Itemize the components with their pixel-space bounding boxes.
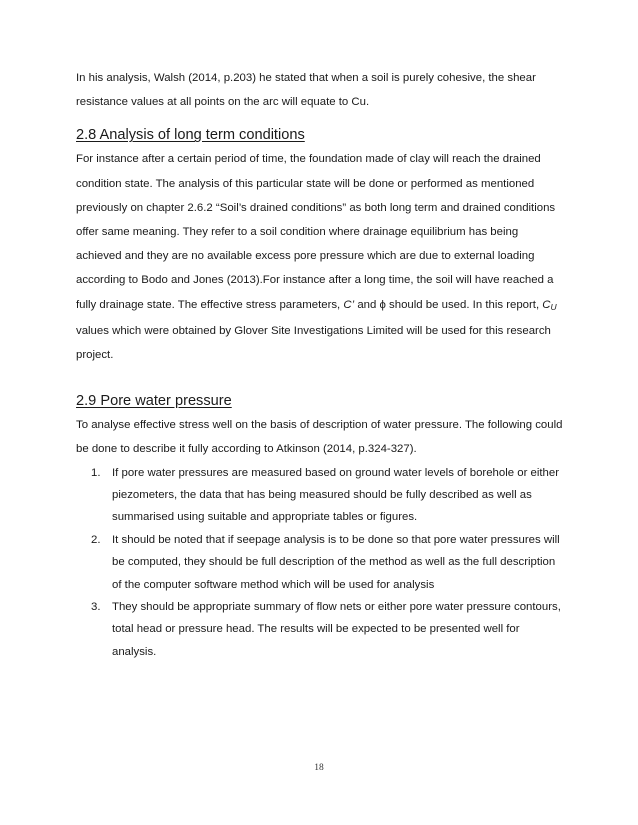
- section-2-9-heading: 2.9 Pore water pressure: [76, 393, 232, 410]
- page-number: 18: [314, 763, 324, 773]
- section-2-8-and-word: and: [354, 298, 380, 311]
- list-item: [76, 529, 566, 596]
- list-item: [76, 462, 566, 529]
- list-item-number: 1.: [91, 466, 101, 479]
- section-2-8-text-part1: For instance after a certain period of time, the foundation made of clay will reach the drained condition state. The analysis of this particular state will be done or performed as mentioned previously on chapter 2.6.2 “Soil’s drained conditions” as both long term and drained conditions offer same meaning. They refer to a soil condition where drainage equilibrium has being achieved and they are no available excess pore pressure which are due to external loading according to Bodo and Jones (2013).For instance after a long time, the soil will have reached a fully drainage state. The effective stress parameters,: [76, 153, 556, 311]
- document-page: [76, 66, 566, 663]
- list-item-text: It should be noted that if seepage analysis is to be done so that pore water pressures will be computed, they should be full description of the method as well as the full description of the computer software method which will be used for analysis: [112, 533, 560, 591]
- section-2-8-text-part2: should be used. In this report,: [385, 298, 543, 311]
- list-item-number: 3.: [91, 601, 101, 614]
- list-item-text: They should be appropriate summary of flow nets or either pore water pressure contours, total head or pressure head. The results will be expected to be presented well for analysis.: [112, 601, 561, 658]
- list-item-text: If pore water pressures are measured based on ground water levels of borehole or either piezometers, the data that has being measured should be fully described as well as summarised using suitable and appropriate tables or figures.: [112, 466, 560, 524]
- list-item: [76, 596, 566, 663]
- section-2-9-numbered-list: [76, 462, 566, 664]
- section-2-9-paragraph: To analyse effective stress well on the basis of description of water pressure. The following could be done to describe it fully according to Atkinson (2014, p.324-327).: [76, 419, 563, 456]
- symbol-phi: ϕ: [379, 298, 386, 311]
- intro-paragraph: In his analysis, Walsh (2014, p.203) he stated that when a soil is purely cohesive, the shear resistance values at all points on the arc will equate to Cu.: [76, 72, 536, 109]
- section-2-8-text-part3: values which were obtained by Glover Site Investigations Limited will be used for this research project.: [76, 324, 551, 362]
- symbol-cu-subscript: U: [550, 301, 557, 312]
- section-2-8-paragraph: [76, 147, 566, 367]
- section-2-8-heading: 2.8 Analysis of long term conditions: [76, 127, 305, 144]
- list-item-number: 2.: [91, 533, 101, 546]
- symbol-cu: C: [542, 298, 551, 311]
- symbol-c-prime: C’: [343, 298, 355, 311]
